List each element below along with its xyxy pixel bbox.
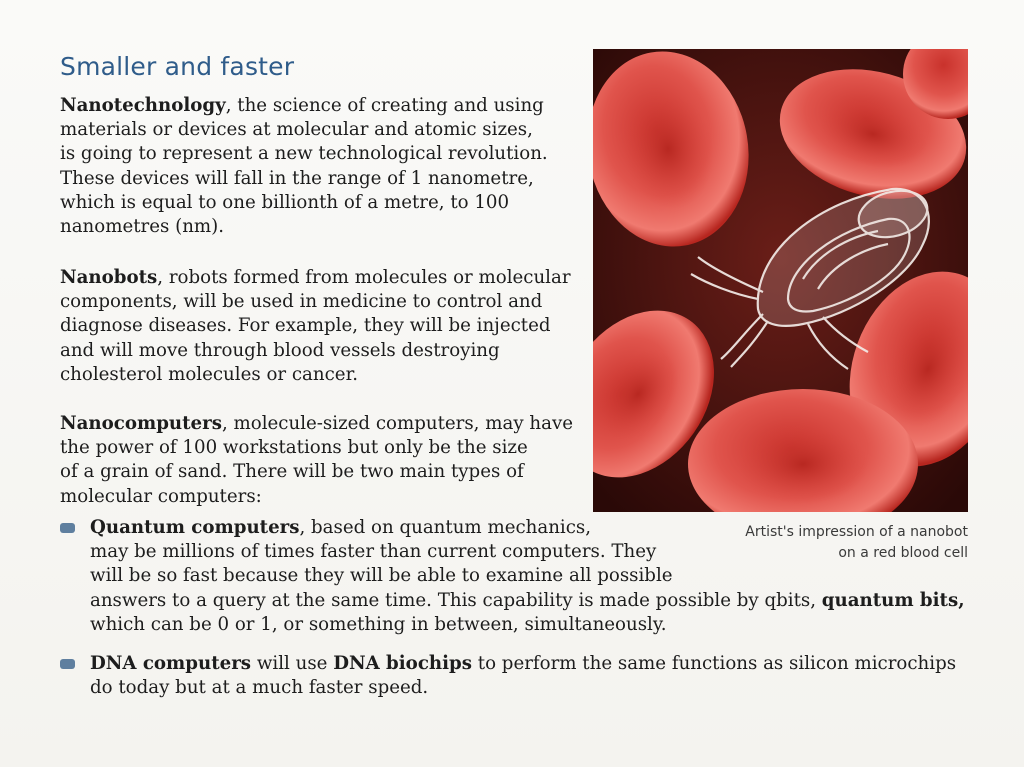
paragraph-line: the power of 100 workstations but only be the size [60, 437, 528, 459]
paragraph-nanobots [60, 266, 590, 387]
paragraph-line: components, will be used in medicine to control and [60, 291, 543, 313]
paragraph-line: is going to represent a new technological revolution. [60, 143, 548, 165]
term-nanocomputers: Nanocomputers [60, 413, 222, 434]
paragraph-line: and will move through blood vessels destroying [60, 339, 500, 361]
term-dna-biochips: DNA biochips [333, 653, 472, 674]
paragraph-line: These devices will fall in the range of 1 nanometre, [60, 167, 534, 189]
term-quantum-bits: quantum bits, [821, 589, 965, 611]
paragraph-line: nanometres (nm). [60, 216, 225, 238]
paragraph-nanotechnology [60, 94, 590, 239]
bullet-line: to perform the same functions as silicon microchips [471, 653, 957, 674]
paragraph-line: diagnose diseases. For example, they will be injected [60, 315, 551, 337]
paragraph-line: molecular computers: [60, 485, 262, 507]
term-nanobots: Nanobots [60, 267, 158, 288]
bullet-text [90, 652, 970, 700]
bullet-line: will be so fast because they will be able to examine all possible [90, 565, 673, 587]
bullet-marker [60, 523, 75, 533]
bullet-marker [60, 659, 75, 669]
paragraph-line: of a grain of sand. There will be two main types of [60, 461, 524, 483]
bullet-line: will use [251, 653, 334, 674]
paragraph-line: materials or devices at molecular and atomic sizes, [60, 119, 533, 141]
paragraph-nanocomputers [60, 412, 590, 509]
term-dna-computers: DNA computers [90, 653, 252, 674]
caption-line: on a red blood cell [838, 545, 968, 561]
bullet-line: which can be 0 or 1, or something in between, simultaneously. [90, 613, 667, 635]
image-caption [690, 522, 968, 564]
bullet-line: may be millions of times faster than current computers. They [90, 541, 657, 563]
paragraph-line: , the science of creating and using [225, 95, 544, 116]
term-nanotechnology: Nanotechnology [60, 95, 226, 116]
nanobot-illustration [593, 49, 968, 512]
bullet-line: answers to a query at the same time. This capability is made possible by qbits, [90, 589, 822, 611]
page-heading: Smaller and faster [60, 52, 295, 81]
bullet-line: do today but at a much faster speed. [90, 677, 429, 699]
paragraph-line: , robots formed from molecules or molecular [157, 267, 571, 288]
term-quantum-computers: Quantum computers [90, 517, 300, 538]
caption-line: Artist's impression of a nanobot [745, 524, 968, 540]
paragraph-line: cholesterol molecules or cancer. [60, 363, 359, 385]
paragraph-line: which is equal to one billionth of a metre, to 100 [60, 191, 510, 213]
paragraph-line: , molecule-sized computers, may have [221, 413, 573, 434]
bullet-line: , based on quantum mechanics, [299, 517, 592, 538]
